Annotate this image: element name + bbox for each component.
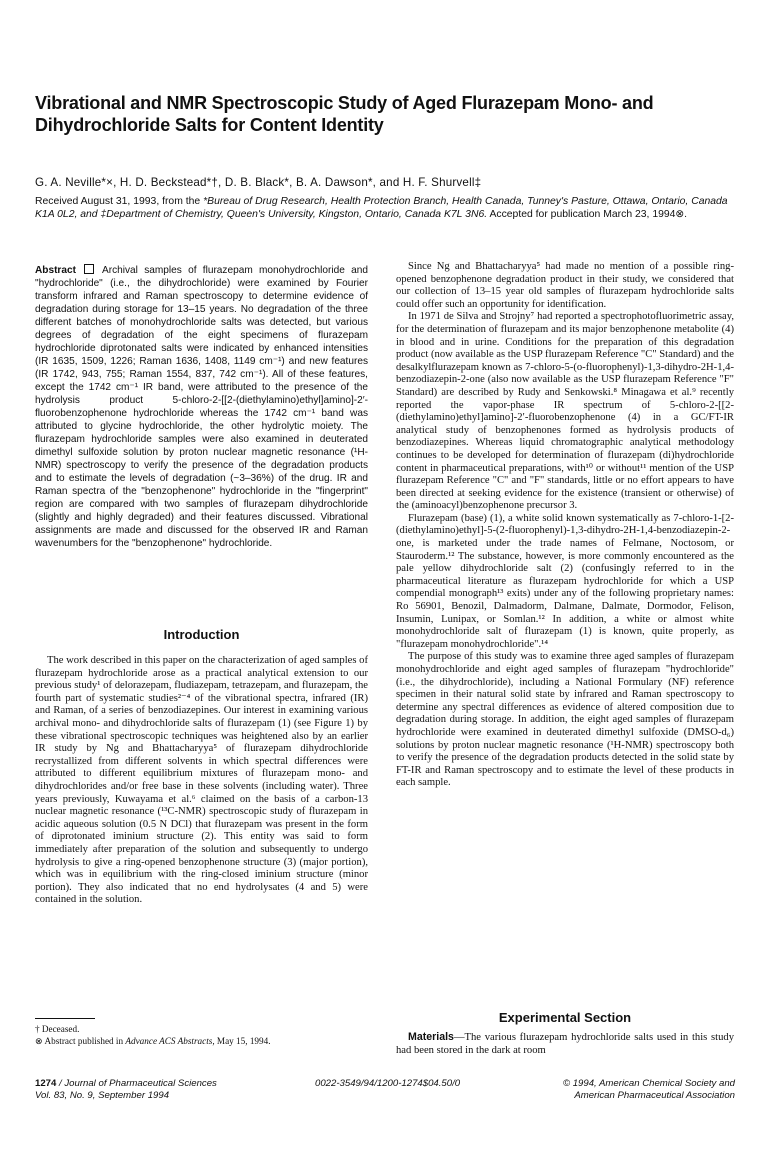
- affiliation-2: ‡Department of Chemistry, Queen's University, Kingston, Ontario, Canada K7L 3N6.: [100, 208, 488, 220]
- footnotes: [35, 1024, 368, 1047]
- affiliation-1: *Bureau of Drug Research, Health Protection Branch, Health Canada, Tunney's Pasture, Ottawa, Ontario, Canada K1A 0L2, and: [35, 196, 728, 220]
- footer-journal: [35, 1078, 265, 1102]
- footer-code: 0022-3549/94/1200-1274$04.50/0: [315, 1078, 461, 1089]
- author-list: G. A. Neville*×, H. D. Beckstead*†, D. B. Black*, B. A. Dawson*, and H. F. Shurvell‡: [35, 176, 482, 189]
- abstract-block: [35, 264, 368, 550]
- introduction-heading: Introduction: [163, 627, 240, 642]
- experimental-heading: Experimental Section: [498, 1010, 632, 1025]
- journal-volume: Vol. 83, No. 9, September 1994: [35, 1090, 170, 1101]
- received-date: Received August 31, 1993, from the: [35, 196, 201, 207]
- body-paragraph: In 1971 de Silva and Strojny⁷ had reported a spectrophotofluorimetric assay, for the determination of flurazepam and its major benzophenone metabolite (4) in blood and in urine. Conditions for the preparation of this degradation product (now available as the USP flurazepam Reference "C" Standard) and the desalkylflurazepam known as 7-chloro-5-(o-fluorophenyl)-1,3-dihydro-2H-1,4-benzodiazepin-2-one (also now available as the USP flurazepam Reference "F" Standard) are described by Rudy and Senkowski.⁸ Minagawa et al.⁹ recently reported the vapor-phase IR spectrum of 5-chloro-2-[[2-(diethylamino)ethyl]amino]-2′-fluorobenzophenone (4) in a GC/FT-IR analytical study of benzophenones formed as hydrolysis products of benzodiazepines. Whereas liquid chromatographic analytical methodology continues to be developed for determination of flurazepam (di)hydrochloride content in pharmaceutical preparations, with¹⁰ or without¹¹ mention of the USP flurazepam Reference "C" and "F" standards, little or no effort appears to have been directed at seeking evidence for the existence (transient or otherwise) of the (aminoacyl)benzophenone precursor 3.: [396, 311, 735, 512]
- body-paragraph: Since Ng and Bhattacharyya⁵ had made no mention of a possible ring-opened benzophenone degradation product in their study, we considered that our collection of 13–15 year old samples of flurazepam hydrochloride salts could offer such an opportunity for identification.: [396, 261, 734, 310]
- article-title: Vibrational and NMR Spectroscopic Study of Aged Flurazepam Mono- and Dihydrochloride Salts for Content Identity: [35, 93, 654, 135]
- materials-text: —The various flurazepam hydrochloride salts used in this study had been stored in the dark at room: [396, 1032, 734, 1056]
- body-paragraph: Flurazepam (base) (1), a white solid known systematically as 7-chloro-1-[2-(diethylamino)ethyl]-5-(2-fluorophenyl)-1,3-dihydro-2H-1,4-benzodiazepin-2-one, is marketed under the trade names of Felmane, Noctosom, or Stauroderm.¹² The substance, however, is more commonly encountered as the pale yellow dihydrochloride salt (2) (confusingly referred to in the pharmaceutical literature as flurazepam hydrochloride for which a USP compendial monograph¹³ exits) under any of the following proprietary names: Ro 56901, Benozil, Dalmadorm, Dalmane, Dalmate, Dormodor, Felison, Insumin, Lunipax, or Somlan.¹² In addition, a white or almost white monohydrochloride salt of flurazepam (1) is known, quite properly, as "flurazepam monohydrochloride".¹⁴: [396, 512, 734, 650]
- intro-paragraph: The work described in this paper on the characterization of aged samples of flurazepam hydrochloride arose as a practical analytical extension to our previous study¹ of delorazepam, fludiazepam, tetrazepam, and flurazepam, the fourth part of systematic studies²⁻⁴ of the vibrational spectra, infrared (IR) and Raman, of a series of benzodiazepines. Our interest in examining various archival mono- and dihydrochloride salts of flurazepam (1) (see Figure 1) by these vibrational spectroscopic techniques was heightened also by an earlier IR study by Ng and Bhattacharyya⁵ of flurazepam dihydrochloride recrystallized from different solvents in which spectral differences were attributed to different equilibrium mixtures of flurazepam mono- and dihydrochlorides and/or free base in these solvents (including water). Three years previously, Kuwayama et al.⁶ claimed on the basis of a carbon-13 nuclear magnetic resonance (¹³C-NMR) spectroscopic study of flurazepam in acidic aqueous solution (0.5 N DCl) that flurazepam was present in the form of diprotonated iminium structure (2). This entity was said to form immediately after preparation of the solution and subsequently to undergo hydrolysis to give a ring-opened benzophenone structure (3) (major portion), which was in equilibrium with the ring-closed iminium structure (minor portion). They also indicated that no end hydrolysates (4 and 5) were contained in the solution.: [35, 655, 368, 906]
- footer-copyright: © 1994, American Chemical Society and American Pharmaceutical Association: [562, 1078, 735, 1101]
- right-column: [396, 261, 734, 790]
- received-info: [35, 196, 735, 222]
- experimental-body: [396, 1031, 734, 1057]
- footnote-divider: [35, 1018, 95, 1019]
- journal-name: / Journal of Pharmaceutical Sciences: [59, 1078, 217, 1089]
- abstract-text: Archival samples of flurazepam monohydrochloride and "hydrochloride" (i.e., the dihydrochloride) were examined by Fourier transform infrared and Raman spectroscopy to determine evidence of degradation during storage for 13–15 years. No degradation of the three different batches of monohydrochloride salts was detected, but various degrees of degradation of the eight specimens of flurazepam hydrochloride diprotonated salts were indicated by enhanced intensities (IR 1635, 1509, 1226; Raman 1636, 1408, 1149 cm⁻¹) and new features (IR 1742, 943, 755; Raman 1554, 837, 742 cm⁻¹). All of these features, except the 1742 cm⁻¹ IR band, were attributed to the presence of the hydrolysis product 5-chloro-2-[[2-(diethylamino)ethyl]amino]-2′-fluorobenzophenone hydrochloride whereas the 1742 cm⁻¹ band was attributed to glycine hydrochloride, the other hydrolytic moiety. The flurazepam hydrochloride samples were also examined in deuterated dimethyl sulfoxide solution by proton nuclear magnetic resonance (¹H-NMR) spectroscopy to verify the presence of the degradation products and to estimate the levels of degradation (~3–36%) of the drug. IR and Raman spectra of the "benzophenone" hydrochloride in the "fingerprint" region are compared with two samples of flurazepam dihydrochloride (slightly and highly degraded) and their features discussed. Vibrational assignments are made and discussed for the observed IR and Raman wavenumbers for the "benzophenone" hydrochloride.: [35, 265, 368, 549]
- abstract-label: Abstract: [35, 265, 76, 276]
- page-number: 1274: [35, 1078, 57, 1089]
- materials-label: Materials: [408, 1031, 454, 1043]
- footnote-deceased: † Deceased.: [35, 1024, 80, 1034]
- footnote-abstract-published: ⊗ Abstract published in Advance ACS Abstracts, May 15, 1994.: [35, 1035, 271, 1046]
- introduction-body: [35, 655, 368, 907]
- square-icon: [84, 264, 94, 274]
- accepted-date: Accepted for publication March 23, 1994⊗.: [489, 208, 688, 220]
- body-paragraph: The purpose of this study was to examine three aged samples of flurazepam monohydrochloride and eight aged samples of flurazepam "hydrochloride" (i.e., the dihydrochloride), including a National Formulary (NF) reference specimen in their natural solid state by infrared and Raman spectroscopy to determine any spectral differences as evidence of altered composition due to degradation during storage. In addition, the eight aged samples of flurazepam hydrochloride were examined in deuterated dimethyl sulfoxide (DMSO-d₆) solutions by proton nuclear magnetic resonance (¹H-NMR) spectroscopy both to verify the presence of the degradation products detected in the solid state by FT-IR and Raman spectroscopy and to estimate the level of these products in each sample.: [396, 651, 734, 789]
